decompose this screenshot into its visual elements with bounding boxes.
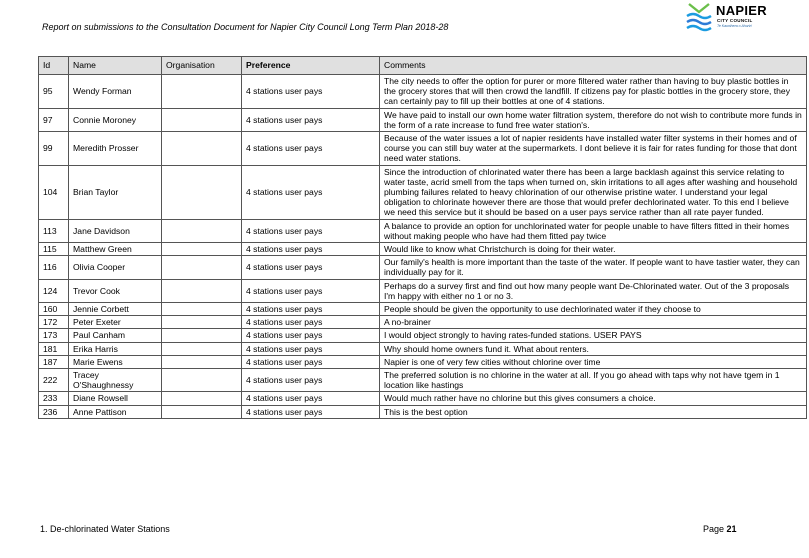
column-header-organisation: Organisation xyxy=(162,57,242,75)
cell-name: Paul Canham xyxy=(69,329,162,342)
cell-name: Tracey O'Shaughnessy xyxy=(69,369,162,392)
cell-id: 104 xyxy=(39,165,69,219)
cell-organisation xyxy=(162,392,242,405)
cell-organisation xyxy=(162,355,242,368)
cell-name: Marie Ewens xyxy=(69,355,162,368)
cell-id: 222 xyxy=(39,369,69,392)
cell-id: 187 xyxy=(39,355,69,368)
cell-comments: Napier is one of very few cities without chlorine over time xyxy=(380,355,807,368)
cell-id: 124 xyxy=(39,279,69,302)
cell-comments: Because of the water issues a lot of napier residents have installed water filter systems in their homes and of course you can still buy water at the supermarkets. I dont believe it is fair for rates funding for those that dont need water stations. xyxy=(380,132,807,166)
cell-organisation xyxy=(162,75,242,109)
cell-preference: 4 stations user pays xyxy=(242,329,380,342)
cell-preference: 4 stations user pays xyxy=(242,132,380,166)
table-row xyxy=(39,369,807,392)
cell-comments: Perhaps do a survey first and find out how many people want De-Chlorinated water. Out of the 3 proposals I'm happy with either no 1 or no 3. xyxy=(380,279,807,302)
column-header-preference: Preference xyxy=(242,57,380,75)
cell-name: Trevor Cook xyxy=(69,279,162,302)
cell-organisation xyxy=(162,316,242,329)
cell-preference: 4 stations user pays xyxy=(242,165,380,219)
table-body xyxy=(39,75,807,419)
column-header-name: Name xyxy=(69,57,162,75)
table-header-row xyxy=(39,57,807,75)
cell-organisation xyxy=(162,256,242,279)
table-row xyxy=(39,75,807,109)
table-row xyxy=(39,355,807,368)
cell-preference: 4 stations user pays xyxy=(242,303,380,316)
column-header-comments: Comments xyxy=(380,57,807,75)
cell-id: 181 xyxy=(39,342,69,355)
cell-name: Brian Taylor xyxy=(69,165,162,219)
table-row xyxy=(39,405,807,418)
table-row xyxy=(39,132,807,166)
cell-id: 160 xyxy=(39,303,69,316)
cell-id: 99 xyxy=(39,132,69,166)
cell-id: 115 xyxy=(39,243,69,256)
cell-name: Peter Exeter xyxy=(69,316,162,329)
cell-organisation xyxy=(162,342,242,355)
table-row xyxy=(39,303,807,316)
cell-preference: 4 stations user pays xyxy=(242,369,380,392)
cell-preference: 4 stations user pays xyxy=(242,256,380,279)
table-row xyxy=(39,316,807,329)
cell-comments: This is the best option xyxy=(380,405,807,418)
table-row xyxy=(39,165,807,219)
table-row xyxy=(39,108,807,131)
cell-preference: 4 stations user pays xyxy=(242,279,380,302)
cell-preference: 4 stations user pays xyxy=(242,392,380,405)
cell-id: 116 xyxy=(39,256,69,279)
cell-organisation xyxy=(162,132,242,166)
cell-comments: The preferred solution is no chlorine in the water at all. If you go ahead with taps why not have tgem in 1 location like hastings xyxy=(380,369,807,392)
cell-id: 233 xyxy=(39,392,69,405)
cell-id: 95 xyxy=(39,75,69,109)
cell-name: Jane Davidson xyxy=(69,219,162,242)
cell-comments: People should be given the opportunity to use dechlorinated water if they choose to xyxy=(380,303,807,316)
table-row xyxy=(39,243,807,256)
table-row xyxy=(39,256,807,279)
cell-name: Anne Pattison xyxy=(69,405,162,418)
table-row xyxy=(39,279,807,302)
cell-name: Diane Rowsell xyxy=(69,392,162,405)
cell-organisation xyxy=(162,165,242,219)
column-header-id: Id xyxy=(39,57,69,75)
cell-id: 236 xyxy=(39,405,69,418)
cell-comments: Would much rather have no chlorine but this gives consumers a choice. xyxy=(380,392,807,405)
logo-name: NAPIER xyxy=(716,3,767,18)
logo-subtitle: CITY COUNCIL xyxy=(717,18,753,23)
cell-name: Jennie Corbett xyxy=(69,303,162,316)
cell-comments: A no-brainer xyxy=(380,316,807,329)
cell-id: 172 xyxy=(39,316,69,329)
cell-name: Wendy Forman xyxy=(69,75,162,109)
cell-preference: 4 stations user pays xyxy=(242,405,380,418)
cell-organisation xyxy=(162,329,242,342)
cell-organisation xyxy=(162,279,242,302)
cell-comments: Why should home owners fund it. What about renters. xyxy=(380,342,807,355)
cell-preference: 4 stations user pays xyxy=(242,243,380,256)
napier-city-council-logo xyxy=(683,0,783,36)
cell-comments: The city needs to offer the option for purer or more filtered water rather than having to buy plastic bottles in the grocery stores that will then crowd the landfill. If citizens pay for plastic bottles in the grocery store, they can certainly pay to fill up their bottles at one of 4 stations. xyxy=(380,75,807,109)
cell-organisation xyxy=(162,219,242,242)
cell-preference: 4 stations user pays xyxy=(242,75,380,109)
cell-comments: We have paid to install our own home water filtration system, therefore do not wish to contribute more funds in the form of a rate increase to fund free water station's. xyxy=(380,108,807,131)
cell-id: 173 xyxy=(39,329,69,342)
cell-comments: Since the introduction of chlorinated water there has been a large backlash against this service relating to water taste, acrid smell from the taps when turned on, skin irritations to all ages after washing and household plumbing failures related to heavy chlorination of our otherwise pristine water. I understand your legal obligation to chlorinate however there are those that would prefer dechlorinated water. To this end I believe we need this service but it should be based on a user pays service rather than all rate payer funded. xyxy=(380,165,807,219)
cell-id: 113 xyxy=(39,219,69,242)
footer-section-title: 1. De-chlorinated Water Stations xyxy=(40,524,170,534)
cell-preference: 4 stations user pays xyxy=(242,219,380,242)
table-row xyxy=(39,219,807,242)
cell-name: Meredith Prosser xyxy=(69,132,162,166)
table-row xyxy=(39,342,807,355)
logo-tagline: Te Kaunihera o Ahuriri xyxy=(717,24,752,28)
page-label: Page xyxy=(703,524,725,534)
cell-name: Matthew Green xyxy=(69,243,162,256)
water-waves-icon xyxy=(683,0,715,34)
cell-id: 97 xyxy=(39,108,69,131)
table-row xyxy=(39,392,807,405)
cell-organisation xyxy=(162,369,242,392)
cell-organisation xyxy=(162,405,242,418)
cell-preference: 4 stations user pays xyxy=(242,342,380,355)
cell-preference: 4 stations user pays xyxy=(242,108,380,131)
cell-organisation xyxy=(162,303,242,316)
cell-name: Connie Moroney xyxy=(69,108,162,131)
submissions-table xyxy=(38,56,807,419)
cell-preference: 4 stations user pays xyxy=(242,355,380,368)
report-title: Report on submissions to the Consultation Document for Napier City Council Long Term Plan 2018-28 xyxy=(42,22,449,32)
cell-comments: Our family's health is more important than the taste of the water. If people want to have tastier water, they can individually pay for it. xyxy=(380,256,807,279)
cell-comments: Would like to know what Christchurch is doing for their water. xyxy=(380,243,807,256)
page-number xyxy=(703,524,737,534)
cell-comments: I would object strongly to having rates-funded stations. USER PAYS xyxy=(380,329,807,342)
page-number-value: 21 xyxy=(726,524,737,534)
cell-organisation xyxy=(162,243,242,256)
table-row xyxy=(39,329,807,342)
cell-organisation xyxy=(162,108,242,131)
cell-name: Erika Harris xyxy=(69,342,162,355)
cell-preference: 4 stations user pays xyxy=(242,316,380,329)
cell-comments: A balance to provide an option for unchlorinated water for people unable to have filters fitted in their homes without making people who have had them fitted pay twice xyxy=(380,219,807,242)
cell-name: Olivia Cooper xyxy=(69,256,162,279)
